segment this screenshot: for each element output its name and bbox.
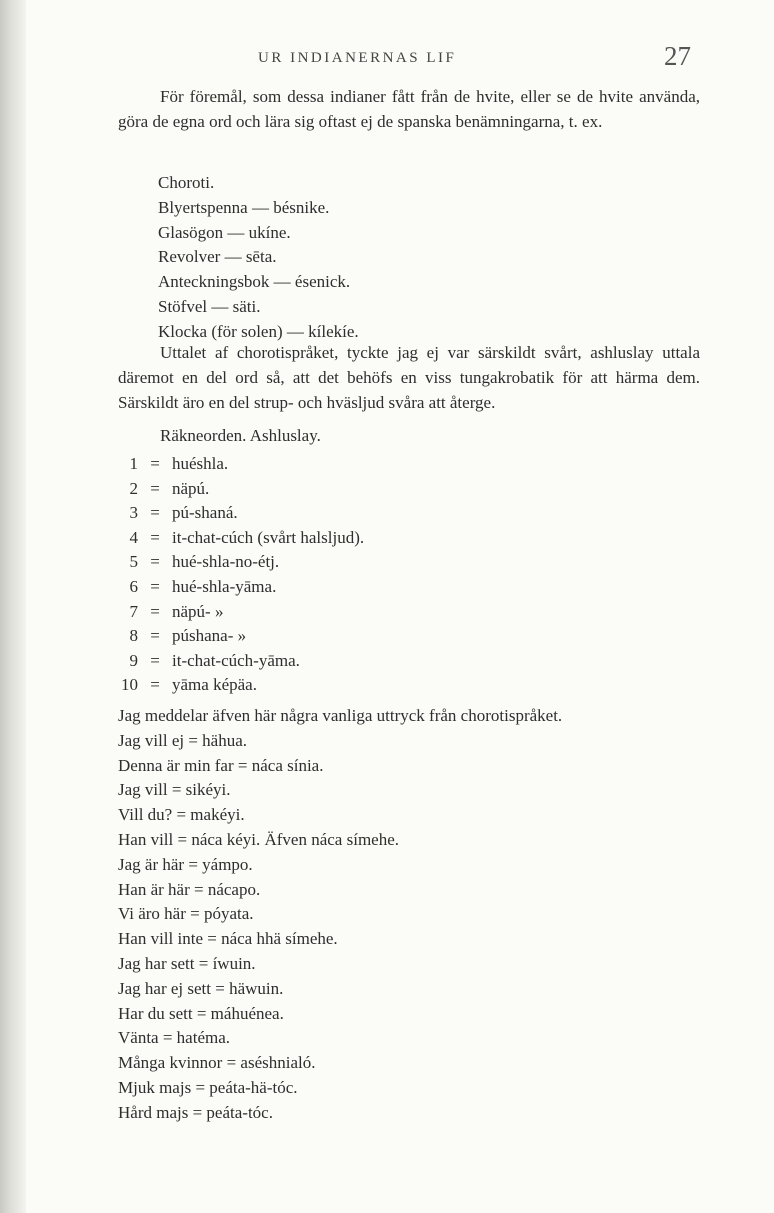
number: 4 bbox=[129, 527, 138, 547]
number: 7 bbox=[129, 601, 138, 621]
equals-sign: = bbox=[150, 454, 160, 473]
number-row bbox=[110, 550, 364, 575]
number: 10 bbox=[121, 675, 138, 695]
phrase-item: Mjuk majs = peáta-hä-tóc. bbox=[118, 1077, 298, 1097]
phrase-item: Han är här = nácapo. bbox=[118, 879, 261, 899]
number: 9 bbox=[129, 650, 138, 670]
list-item: Revolver — sēta. bbox=[158, 247, 277, 267]
number-row bbox=[110, 477, 364, 502]
counting-heading: Räkneorden. Ashluslay. bbox=[160, 426, 321, 445]
equals-sign: = bbox=[150, 626, 160, 646]
number: 2 bbox=[129, 478, 138, 498]
phrase-item: Jag vill ej = hähua. bbox=[118, 730, 248, 750]
number-word: näpú- » bbox=[172, 601, 224, 621]
number-word: näpú. bbox=[172, 478, 210, 498]
counting-list bbox=[110, 452, 364, 698]
phrase-item: Vill du? = makéyi. bbox=[118, 805, 245, 825]
number-word: huéshla. bbox=[172, 454, 229, 473]
phrase-intro: Jag meddelar äfven här några vanliga uttryck från chorotispråket. bbox=[118, 706, 563, 725]
number-row bbox=[110, 649, 364, 674]
equals-sign: = bbox=[150, 650, 160, 670]
choroti-heading: Choroti. bbox=[158, 173, 215, 192]
number: 1 bbox=[129, 454, 138, 473]
phrase-item: Vänta = hatéma. bbox=[118, 1028, 231, 1048]
page-header bbox=[0, 41, 774, 80]
number-row bbox=[110, 526, 364, 551]
equals-sign: = bbox=[150, 552, 160, 572]
number: 6 bbox=[129, 576, 138, 596]
phrase-item: Denna är min far = náca sínia. bbox=[118, 755, 324, 775]
phrase-item: Jag är här = yámpo. bbox=[118, 854, 253, 874]
number-word: it-chat-cúch-yāma. bbox=[172, 650, 300, 670]
equals-sign: = bbox=[150, 601, 160, 621]
pronunciation-paragraph-text: Uttalet af chorotispråket, tyckte jag ej var särskildt svårt, ashluslay uttala däremot en del ord så, att det behöfs en viss tungakrobatik för att härma dem. Särskildt äro en del strup- och hväsljud svåra att återge. bbox=[118, 343, 700, 412]
choroti-word-list bbox=[158, 171, 359, 345]
number-row bbox=[110, 501, 364, 526]
number-row bbox=[110, 673, 364, 698]
phrase-item: Har du sett = máhuénea. bbox=[118, 1003, 284, 1023]
number-word: it-chat-cúch (svårt halsljud). bbox=[172, 527, 365, 547]
intro-paragraph-text: För föremål, som dessa indianer fått från de hvite, eller se de hvite använda, göra de egna ord och lära sig oftast ej de spanska benämningarna, t. ex. bbox=[118, 87, 700, 131]
phrase-item: Vi äro här = póyata. bbox=[118, 904, 254, 924]
pronunciation-paragraph bbox=[118, 341, 700, 415]
page-spine-shadow bbox=[0, 0, 26, 1213]
number: 3 bbox=[129, 503, 138, 523]
number-row bbox=[110, 624, 364, 649]
running-head: UR INDIANERNAS LIF bbox=[258, 50, 457, 66]
equals-sign: = bbox=[150, 503, 160, 523]
list-item: Glasögon — ukíne. bbox=[158, 222, 291, 242]
number-row bbox=[110, 575, 364, 600]
phrase-item: Jag har sett = íwuin. bbox=[118, 953, 256, 973]
phrase-item: Han vill inte = náca hhä símehe. bbox=[118, 929, 338, 949]
phrase-item: Jag har ej sett = häwuin. bbox=[118, 978, 284, 998]
phrase-item: Han vill = náca kéyi. Äfven náca símehe. bbox=[118, 829, 400, 849]
number: 8 bbox=[129, 626, 138, 646]
equals-sign: = bbox=[150, 527, 160, 547]
number-row bbox=[110, 600, 364, 625]
number-word: yāma képäa. bbox=[172, 675, 257, 695]
number-row bbox=[110, 452, 364, 477]
number-word: hué-shla-yāma. bbox=[172, 576, 277, 596]
phrase-item: Många kvinnor = aséshnialó. bbox=[118, 1053, 316, 1073]
number-word: púshana- » bbox=[172, 626, 247, 646]
number: 5 bbox=[129, 552, 138, 572]
equals-sign: = bbox=[150, 675, 160, 695]
list-item: Anteckningsbok — ésenick. bbox=[158, 272, 351, 292]
intro-paragraph bbox=[118, 85, 700, 135]
phrase-list bbox=[118, 704, 718, 1126]
list-item: Stöfvel — säti. bbox=[158, 296, 261, 316]
phrase-item: Jag vill = sikéyi. bbox=[118, 780, 231, 800]
number-word: pú-shaná. bbox=[172, 503, 238, 523]
list-item: Klocka (för solen) — kílekíe. bbox=[158, 321, 359, 341]
equals-sign: = bbox=[150, 576, 160, 596]
number-word: hué-shla-no-étj. bbox=[172, 552, 280, 572]
list-item: Blyertspenna — bésnike. bbox=[158, 197, 330, 217]
page-number: 27 bbox=[664, 41, 691, 71]
equals-sign: = bbox=[150, 478, 160, 498]
phrase-item: Hård majs = peáta-tóc. bbox=[118, 1102, 273, 1122]
